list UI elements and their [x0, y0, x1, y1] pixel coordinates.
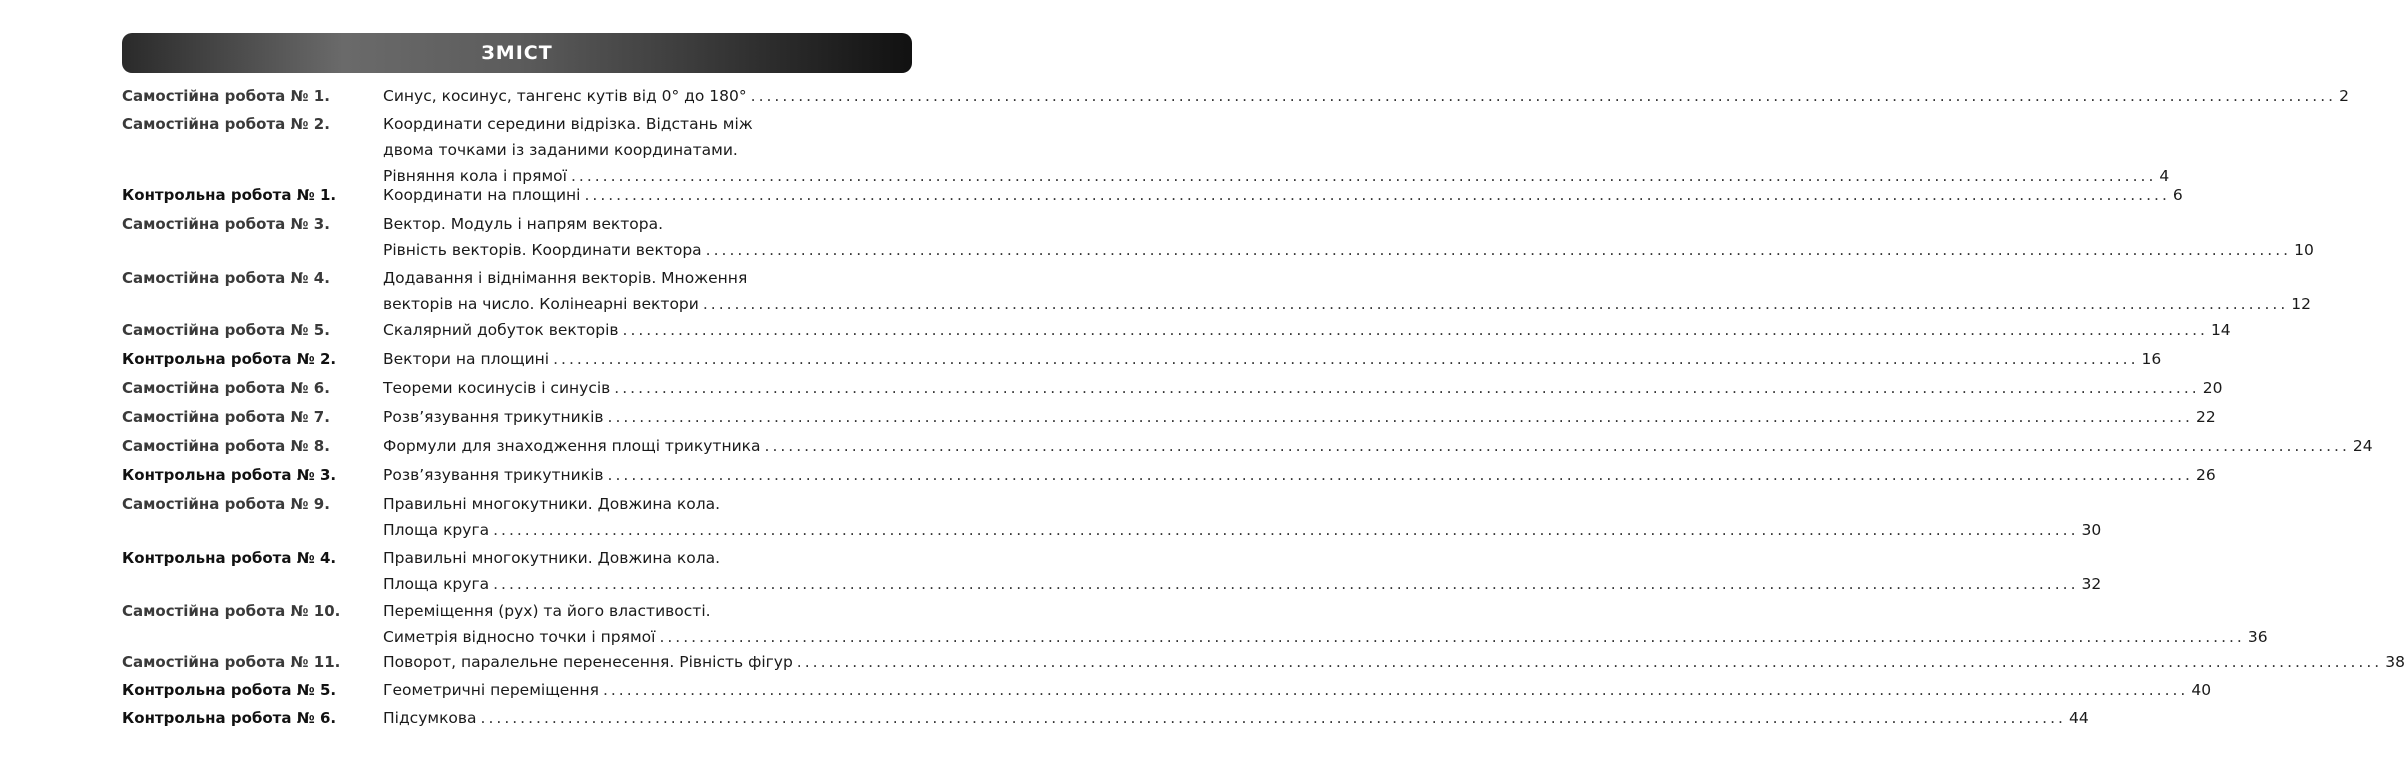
toc-entry-title — [383, 111, 2170, 189]
toc-title-line: Вектор. Модуль і напрям вектора. — [383, 215, 664, 233]
dot-leader: ........................................................................................................................................................................................................ — [570, 167, 2157, 185]
toc-entry-title — [383, 545, 2102, 597]
toc-title-text: Підсумкова — [383, 709, 477, 727]
toc-title-last-line — [383, 237, 2314, 263]
toc-title-text: Розв’язування трикутників — [383, 408, 604, 426]
toc-title-last-line — [383, 677, 2212, 703]
toc-title-last-line — [383, 404, 2216, 430]
toc-title-text: Вектори на площині — [383, 350, 550, 368]
toc-entry-label: Самостійна робота № 8. — [122, 437, 330, 455]
toc-entry-label: Контрольна робота № 5. — [122, 681, 337, 699]
toc-entry-title — [383, 265, 2311, 317]
toc-title-text: Формули для знаходження площі трикутника — [383, 437, 761, 455]
toc-title-last-line — [383, 517, 2102, 543]
toc-entry-title — [383, 677, 2212, 703]
toc-entry-label: Контрольна робота № 4. — [122, 549, 337, 567]
page-number: 10 — [2294, 241, 2314, 259]
toc-title-text: Координати на площині — [383, 186, 581, 204]
toc-entry-label: Контрольна робота № 1. — [122, 186, 337, 204]
dot-leader: ........................................................................................................................................................................................................ — [705, 241, 2292, 259]
toc-entry-title — [383, 433, 2373, 459]
toc-entry-label: Самостійна робота № 7. — [122, 408, 330, 426]
toc-title-last-line — [383, 624, 2268, 650]
page-number: 22 — [2195, 408, 2216, 426]
toc-title-last-line — [383, 649, 2405, 675]
toc-entry-title — [383, 404, 2216, 430]
toc-title-last-line — [383, 317, 2231, 343]
toc-title-last-line — [383, 83, 2349, 109]
dot-leader: ........................................................................................................................................................................................................ — [614, 379, 2200, 397]
toc-title-text: Площа круга — [383, 521, 490, 539]
toc-title-text: Рівняння кола і прямої — [383, 167, 567, 185]
page-number: 30 — [2081, 521, 2102, 539]
page-number: 14 — [2210, 321, 2231, 339]
toc-entry-title — [383, 375, 2223, 401]
page-number: 24 — [2352, 437, 2373, 455]
toc-title-last-line — [383, 462, 2216, 488]
toc-entry-label: Контрольна робота № 3. — [122, 466, 337, 484]
toc-entry-label: Самостійна робота № 1. — [122, 87, 330, 105]
toc-title-text: Теореми косинусів і синусів — [383, 379, 611, 397]
dot-leader: ........................................................................................................................................................................................................ — [764, 437, 2350, 455]
dot-leader: ........................................................................................................................................................................................................ — [750, 87, 2337, 105]
dot-leader: ........................................................................................................................................................................................................ — [659, 628, 2245, 646]
page-number: 40 — [2191, 681, 2212, 699]
toc-title-text: Симетрія відносно точки і прямої — [383, 628, 656, 646]
dot-leader: ........................................................................................................................................................................................................ — [622, 321, 2208, 339]
toc-title-line: Переміщення (рух) та його властивості. — [383, 602, 711, 620]
toc-entry-title — [383, 346, 2162, 372]
dot-leader: ........................................................................................................................................................................................................ — [607, 408, 2193, 426]
page-number: 20 — [2202, 379, 2223, 397]
page-number: 4 — [2159, 167, 2170, 185]
toc-title-text: векторів на число. Колінеарні вектори — [383, 295, 699, 313]
page-number: 36 — [2247, 628, 2268, 646]
toc-title-last-line — [383, 346, 2162, 372]
toc-entry-label: Самостійна робота № 5. — [122, 321, 330, 339]
toc-entry-title — [383, 83, 2349, 109]
toc-title-text: Рівність векторів. Координати вектора — [383, 241, 702, 259]
toc-entry-title — [383, 598, 2268, 650]
dot-leader: ........................................................................................................................................................................................................ — [480, 709, 2066, 727]
toc-entry-label: Контрольна робота № 6. — [122, 709, 337, 727]
toc-entry-title — [383, 182, 2183, 208]
page-number: 6 — [2172, 186, 2183, 204]
toc-title-line: двома точками із заданими координатами. — [383, 141, 738, 159]
contents-title: ЗМІСТ — [481, 42, 553, 64]
page-number: 16 — [2141, 350, 2162, 368]
toc-entry-label: Самостійна робота № 2. — [122, 115, 330, 133]
page-number: 32 — [2081, 575, 2102, 593]
toc-title-line: Правильні многокутники. Довжина кола. — [383, 495, 721, 513]
toc-entry-title — [383, 491, 2102, 543]
toc-entry-title — [383, 211, 2314, 263]
toc-title-last-line — [383, 433, 2373, 459]
page-number: 12 — [2291, 295, 2311, 313]
toc-title-last-line — [383, 571, 2102, 597]
toc-title-text: Синус, косинус, тангенс кутів від 0° до 180° — [383, 87, 747, 105]
toc-title-last-line — [383, 182, 2183, 208]
toc-title-text: Площа круга — [383, 575, 490, 593]
toc-entry-label: Контрольна робота № 2. — [122, 350, 337, 368]
toc-entry-label: Самостійна робота № 9. — [122, 495, 330, 513]
toc-entry-label: Самостійна робота № 6. — [122, 379, 330, 397]
toc-entry-label: Самостійна робота № 3. — [122, 215, 330, 233]
toc-title-text: Геометричні переміщення — [383, 681, 599, 699]
toc-title-line: Правильні многокутники. Довжина кола. — [383, 549, 721, 567]
toc-entry-label: Самостійна робота № 11. — [122, 653, 341, 671]
toc-title-text: Поворот, паралельне перенесення. Рівність фігур — [383, 653, 793, 671]
toc-title-line: Координати середини відрізка. Відстань між — [383, 115, 753, 133]
toc-title-text: Скалярний добуток векторів — [383, 321, 619, 339]
toc-entry-label: Самостійна робота № 10. — [122, 602, 341, 620]
page-number: 44 — [2068, 709, 2089, 727]
toc-entry-title — [383, 317, 2231, 343]
toc-entry-label: Самостійна робота № 4. — [122, 269, 330, 287]
toc-title-last-line — [383, 705, 2089, 731]
dot-leader: ........................................................................................................................................................................................................ — [702, 295, 2289, 313]
dot-leader: ........................................................................................................................................................................................................ — [553, 350, 2139, 368]
dot-leader: ........................................................................................................................................................................................................ — [607, 466, 2193, 484]
page-number: 38 — [2385, 653, 2405, 671]
page-number: 26 — [2195, 466, 2216, 484]
dot-leader: ........................................................................................................................................................................................................ — [584, 186, 2170, 204]
toc-title-last-line — [383, 375, 2223, 401]
dot-leader: ........................................................................................................................................................................................................ — [493, 521, 2079, 539]
toc-entry-title — [383, 705, 2089, 731]
toc-title-last-line — [383, 291, 2311, 317]
dot-leader: ........................................................................................................................................................................................................ — [493, 575, 2079, 593]
toc-entry-title — [383, 462, 2216, 488]
toc-entry-title — [383, 649, 2405, 675]
toc-title-line: Додавання і віднімання векторів. Множення — [383, 269, 748, 287]
dot-leader: ........................................................................................................................................................................................................ — [602, 681, 2189, 699]
page-number: 2 — [2339, 87, 2349, 105]
dot-leader: ........................................................................................................................................................................................................ — [796, 653, 2383, 671]
toc-title-text: Розв’язування трикутників — [383, 466, 604, 484]
